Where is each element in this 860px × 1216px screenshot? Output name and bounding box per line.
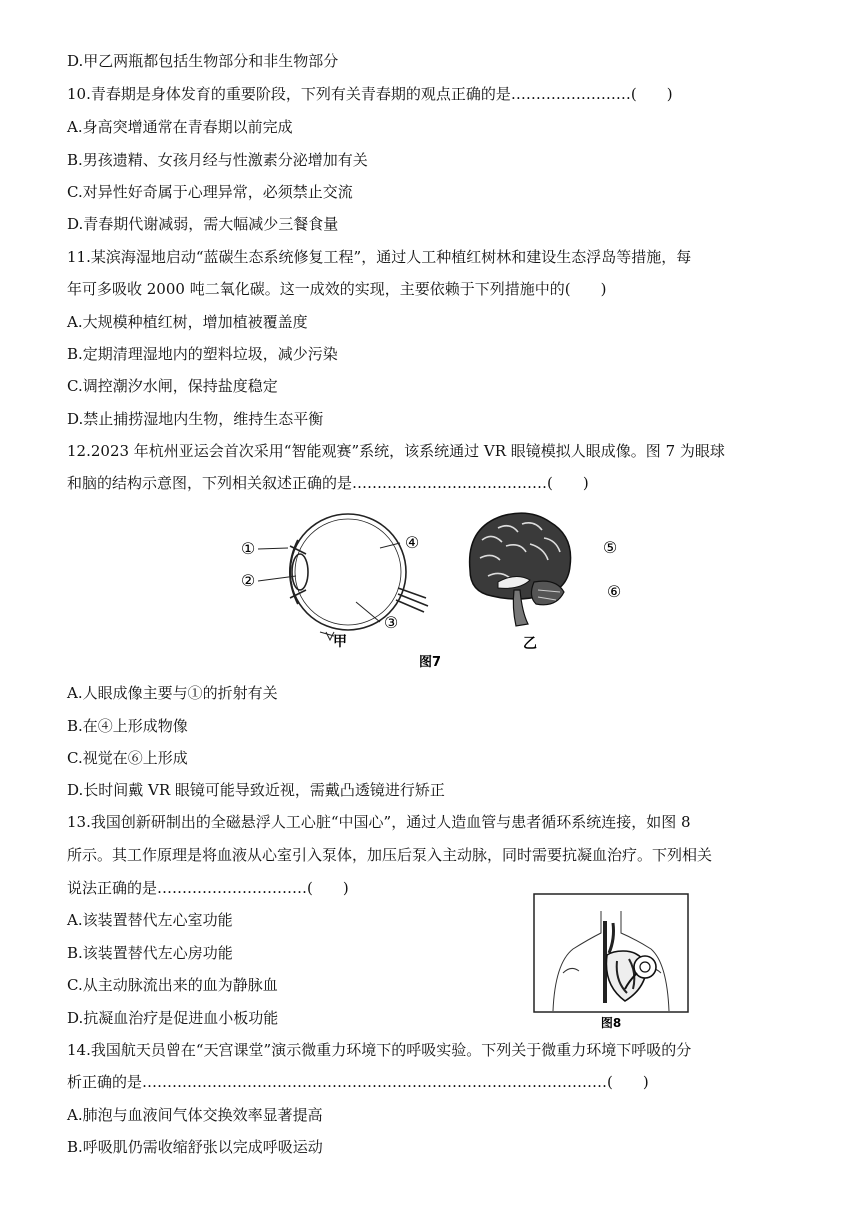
sublabel-jia: 甲 <box>333 634 347 650</box>
q14-option-a: A.肺泡与血液间气体交换效率显著提高 <box>67 1106 323 1124</box>
label-6: ⑥ <box>606 582 622 601</box>
q12-option-d: D.长时间戴 VR 眼镜可能导致近视，需戴凸透镜进行矫正 <box>67 781 445 799</box>
label-4: ④ <box>404 533 420 552</box>
question-12-line2: 和脑的结构示意图，下列相关叙述正确的是…………………………………( ) <box>67 474 589 492</box>
q14-option-b: B.呼吸肌仍需收缩舒张以完成呼吸运动 <box>67 1138 323 1156</box>
q10-option-b: B.男孩遗精、女孩月经与性激素分泌增加有关 <box>67 151 368 169</box>
label-3: ③ <box>383 613 399 632</box>
q13-option-d: D.抗凝血治疗是促进血小板功能 <box>67 1009 279 1027</box>
figure-8-caption: 图8 <box>600 1016 622 1030</box>
brain-diagram <box>470 513 571 626</box>
figure-7-eye-brain <box>230 500 630 670</box>
question-12-line1: 12.2023 年杭州亚运会首次采用“智能观赛”系统，该系统通过 VR 眼镜模拟人眼成像。图 7 为眼球 <box>67 442 725 460</box>
question-10: 10.青春期是身体发育的重要阶段，下列有关青春期的观点正确的是……………………( ) <box>67 85 673 103</box>
question-13-line3: 说法正确的是…………………………( ) <box>67 879 349 897</box>
label-5: ⑤ <box>602 538 618 557</box>
question-11-line1: 11.某滨海湿地启动“蓝碳生态系统修复工程”，通过人工种植红树林和建设生态浮岛等措施，每 <box>67 248 692 266</box>
q11-option-b: B.定期清理湿地内的塑料垃圾，减少污染 <box>67 345 338 363</box>
option-d-q9: D.甲乙两瓶都包括生物部分和非生物部分 <box>67 52 339 70</box>
q10-option-c: C.对异性好奇属于心理异常，必须禁止交流 <box>67 183 353 201</box>
question-13-line1: 13.我国创新研制出的全磁悬浮人工心脏“中国心”，通过人造血管与患者循环系统连接，如图 8 <box>67 813 691 831</box>
q11-option-c: C.调控潮汐水闸，保持盐度稳定 <box>67 377 278 395</box>
label-1: ① <box>240 539 256 558</box>
sublabel-yi: 乙 <box>523 636 537 652</box>
q13-option-b: B.该装置替代左心房功能 <box>67 944 233 962</box>
q12-option-c: C.视觉在⑥上形成 <box>67 749 188 767</box>
question-14-line1: 14.我国航天员曾在“天宫课堂”演示微重力环境下的呼吸实验。下列关于微重力环境下呼吸的分 <box>67 1041 692 1059</box>
question-13-line2: 所示。其工作原理是将血液从心室引入泵体，加压后泵入主动脉，同时需要抗凝血治疗。下列相关 <box>67 846 713 864</box>
q10-option-a: A.身高突增通常在青春期以前完成 <box>67 118 293 136</box>
q12-option-b: B.在④上形成物像 <box>67 717 188 735</box>
q10-option-d: D.青春期代谢减弱，需大幅减少三餐食量 <box>67 215 339 233</box>
figure-8-artificial-heart <box>533 893 689 1033</box>
question-14-line2: 析正确的是…………………………………………………………………………………( ) <box>67 1073 649 1091</box>
q12-option-a: A.人眼成像主要与①的折射有关 <box>67 684 278 702</box>
q11-option-a: A.大规模种植红树，增加植被覆盖度 <box>67 313 308 331</box>
question-11-line2: 年可多吸收 2000 吨二氧化碳。这一成效的实现，主要依赖于下列措施中的( ) <box>67 280 607 298</box>
label-2: ② <box>240 571 256 590</box>
q13-option-a: A.该装置替代左心室功能 <box>67 911 233 929</box>
q11-option-d: D.禁止捕捞湿地内生物，维持生态平衡 <box>67 410 324 428</box>
q13-option-c: C.从主动脉流出来的血为静脉血 <box>67 976 278 994</box>
figure-7-caption: 图7 <box>418 655 442 670</box>
